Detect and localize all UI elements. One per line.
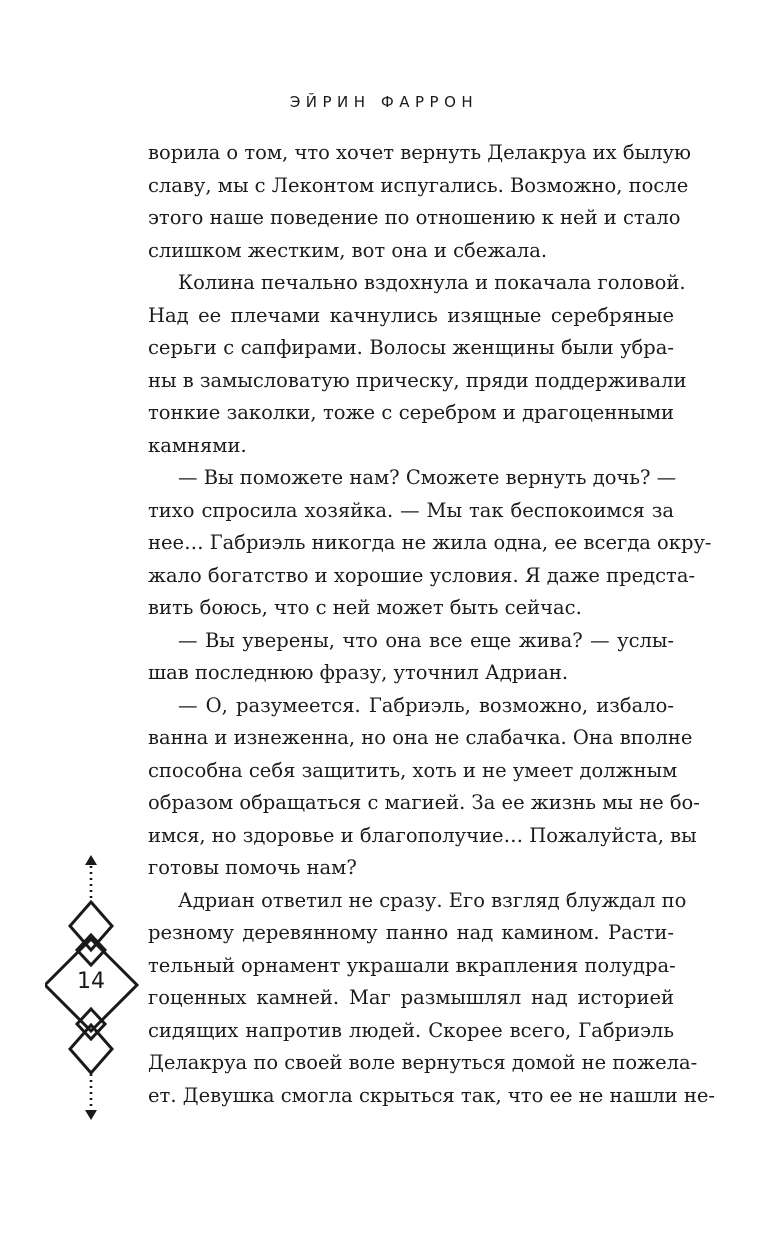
text-line: имся, но здоровье и благополучие… Пожалуйста, вы: [148, 823, 697, 847]
text-line: готовы помочь нам?: [148, 856, 357, 879]
text-line: шав последнюю фразу, уточнил Адриан.: [148, 661, 569, 684]
text-line: — О, разумеется. Габриэль, возможно, избало-: [178, 693, 674, 717]
text-line: тихо спросила хозяйка. — Мы так беспокоимся за: [148, 498, 674, 522]
text-line: ет. Девушка смогла скрыться так, что ее не нашли не-: [148, 1083, 715, 1107]
text-line: образом обращаться с магией. За ее жизнь мы не бо-: [148, 791, 700, 814]
text-line: вить боюсь, что с ней может быть сейчас.: [148, 596, 582, 619]
page-number: 14: [77, 969, 105, 994]
text-line: славу, мы с Леконтом испугались. Возможно, после: [148, 173, 689, 197]
running-head: ЭЙРИН ФАРРОН: [289, 93, 479, 111]
text-line: — Вы уверены, что она все еще жива? — услы-: [178, 628, 674, 652]
text-line: ванна и изнеженна, но она не слабачка. Она вполне: [148, 726, 693, 749]
text-line: тонкие заколки, тоже с серебром и драгоценными: [148, 401, 674, 424]
text-line: серьги с сапфирами. Волосы женщины были убра-: [148, 336, 674, 359]
text-line: Адриан ответил не сразу. Его взгляд блуждал по: [178, 888, 687, 912]
text-line: слишком жестким, вот она и сбежала.: [148, 238, 548, 262]
text-line: способна себя защитить, хоть и не умеет должным: [148, 758, 678, 782]
text-line: Колина печально вздохнула и покачала головой.: [178, 271, 686, 294]
text-line: этого наше поведение по отношению к ней и стало: [148, 206, 681, 229]
text-line: гоценных камней. Маг размышлял над историей: [148, 986, 674, 1009]
text-line: Над ее плечами качнулись изящные серебряные: [148, 303, 674, 327]
text-line: Делакруа по своей воле вернуться домой не пожела-: [148, 1051, 698, 1074]
text-line: жало богатство и хорошие условия. Я даже предста-: [148, 563, 696, 587]
text-line: ворила о том, что хочет вернуть Делакруа их былую: [148, 141, 691, 164]
text-line: — Вы поможете нам? Сможете вернуть дочь? —: [178, 466, 677, 489]
text-line: тельный орнамент украшали вкрапления полудра-: [148, 953, 676, 977]
text-line: камнями.: [148, 433, 247, 457]
text-line: резному деревянному панно над камином. Расти-: [148, 921, 674, 944]
text-line: нее… Габриэль никогда не жила одна, ее всегда окру-: [148, 531, 712, 554]
body-text: [148, 137, 715, 1112]
text-line: ны в замысловатую прическу, пряди поддерживали: [148, 368, 687, 392]
text-line: сидящих напротив людей. Скорее всего, Габриэль: [148, 1018, 674, 1042]
